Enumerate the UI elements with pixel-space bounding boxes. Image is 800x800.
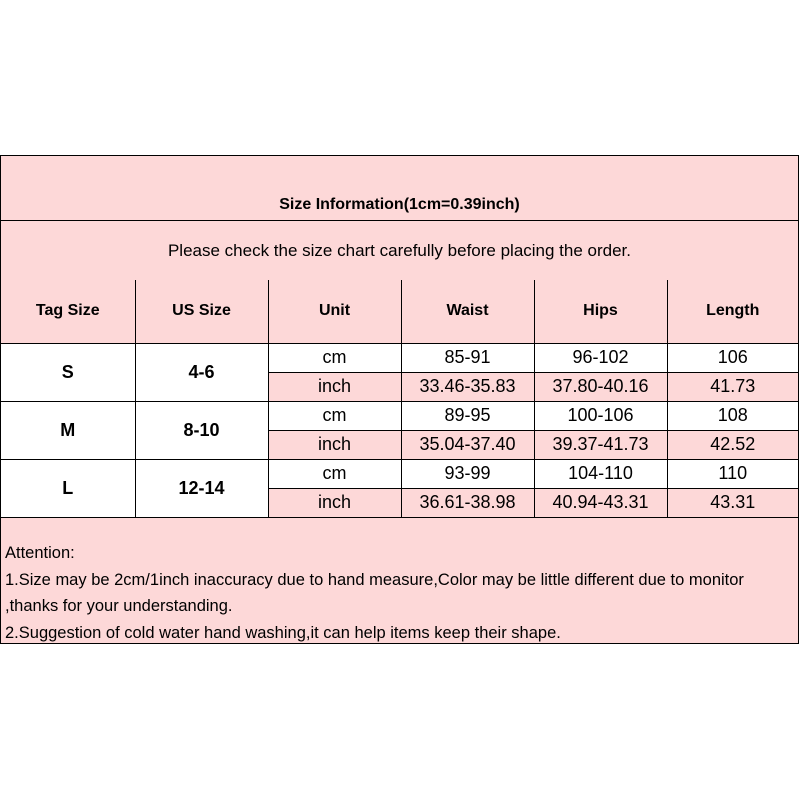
hips-cell: 104-110 bbox=[534, 459, 667, 488]
hips-cell: 40.94-43.31 bbox=[534, 488, 667, 517]
size-table bbox=[1, 280, 798, 518]
us-size-cell: 8-10 bbox=[135, 401, 268, 459]
header-waist: Waist bbox=[401, 280, 534, 343]
waist-cell: 35.04-37.40 bbox=[401, 430, 534, 459]
us-size-cell: 4-6 bbox=[135, 343, 268, 401]
size-chart bbox=[0, 155, 799, 644]
hips-cell: 96-102 bbox=[534, 343, 667, 372]
length-cell: 41.73 bbox=[667, 372, 798, 401]
length-cell: 43.31 bbox=[667, 488, 798, 517]
tag-size-cell: M bbox=[1, 401, 135, 459]
hips-cell: 37.80-40.16 bbox=[534, 372, 667, 401]
waist-cell: 93-99 bbox=[401, 459, 534, 488]
chart-subtitle: Please check the size chart carefully before placing the order. bbox=[1, 221, 798, 281]
length-cell: 108 bbox=[667, 401, 798, 430]
us-size-cell: 12-14 bbox=[135, 459, 268, 517]
header-us-size: US Size bbox=[135, 280, 268, 343]
hips-cell: 39.37-41.73 bbox=[534, 430, 667, 459]
waist-cell: 33.46-35.83 bbox=[401, 372, 534, 401]
attention-note-1: 1.Size may be 2cm/1inch inaccuracy due to hand measure,Color may be little different due to monitor ,thanks for your understanding. bbox=[5, 570, 744, 615]
unit-cell: cm bbox=[268, 459, 401, 488]
length-cell: 110 bbox=[667, 459, 798, 488]
table-row bbox=[1, 401, 798, 430]
length-cell: 106 bbox=[667, 343, 798, 372]
header-unit: Unit bbox=[268, 280, 401, 343]
header-hips: Hips bbox=[534, 280, 667, 343]
unit-cell: inch bbox=[268, 430, 401, 459]
table-row bbox=[1, 459, 798, 488]
attention-heading: Attention: bbox=[5, 544, 75, 562]
chart-title: Size Information(1cm=0.39inch) bbox=[1, 156, 798, 221]
table-row bbox=[1, 343, 798, 372]
tag-size-cell: L bbox=[1, 459, 135, 517]
header-tag-size: Tag Size bbox=[1, 280, 135, 343]
waist-cell: 85-91 bbox=[401, 343, 534, 372]
length-cell: 42.52 bbox=[667, 430, 798, 459]
hips-cell: 100-106 bbox=[534, 401, 667, 430]
unit-cell: inch bbox=[268, 372, 401, 401]
unit-cell: cm bbox=[268, 343, 401, 372]
tag-size-cell: S bbox=[1, 343, 135, 401]
unit-cell: cm bbox=[268, 401, 401, 430]
attention-note-2: 2.Suggestion of cold water hand washing,it can help items keep their shape. bbox=[5, 623, 561, 642]
header-length: Length bbox=[667, 280, 798, 343]
waist-cell: 36.61-38.98 bbox=[401, 488, 534, 517]
attention-notes bbox=[5, 540, 795, 646]
unit-cell: inch bbox=[268, 488, 401, 517]
table-header-row bbox=[1, 280, 798, 343]
waist-cell: 89-95 bbox=[401, 401, 534, 430]
